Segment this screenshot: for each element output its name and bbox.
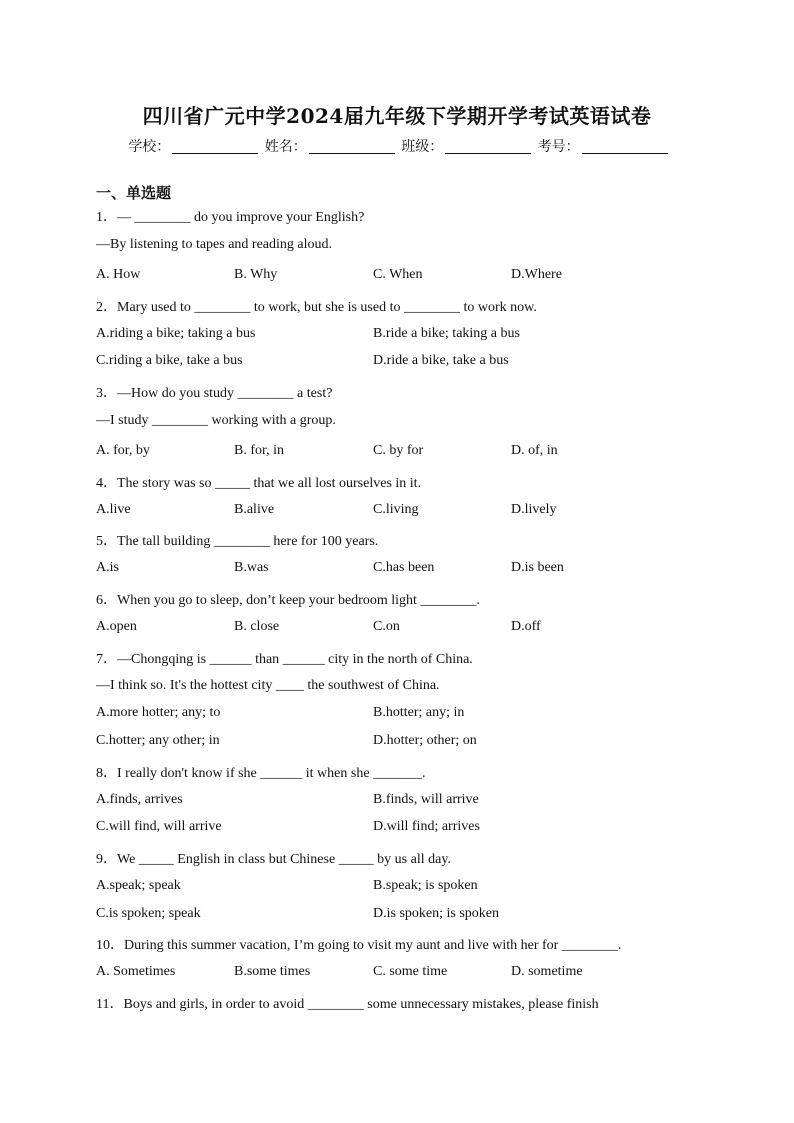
q9-stem: 9．We _____ English in class but Chinese _____ by us all day. (96, 852, 451, 867)
school-label: 学校： (128, 139, 171, 155)
q8-option-b[interactable]: B.finds, will arrive (373, 792, 479, 807)
q4-option-d[interactable]: D.lively (511, 502, 557, 517)
q4-stem: 4．The story was so _____ that we all lost ourselves in it. (96, 476, 422, 491)
q3-option-a[interactable]: A. for, by (96, 443, 150, 458)
q3-option-d[interactable]: D. of, in (511, 443, 558, 458)
q7-option-a[interactable]: A.more hotter; any; to (96, 705, 221, 720)
q1-option-b[interactable]: B. Why (234, 267, 278, 282)
q3-stem: 3．—How do you study ________ a test? (96, 386, 333, 401)
q7-option-d[interactable]: D.hotter; other; on (373, 733, 477, 748)
class-blank[interactable] (445, 139, 531, 154)
q2-option-d[interactable]: D.ride a bike, take a bus (373, 353, 509, 368)
q5-option-d[interactable]: D.is been (511, 560, 564, 575)
number-blank[interactable] (582, 139, 668, 154)
q5-option-c[interactable]: C.has been (373, 560, 435, 575)
school-blank[interactable] (172, 139, 258, 154)
q10-stem: 10．During this summer vacation, I’m going to visit my aunt and live with her for ________. (96, 938, 622, 953)
q4-option-a[interactable]: A.live (96, 502, 131, 517)
q3-line2: —I study ________ working with a group. (96, 413, 336, 428)
name-blank[interactable] (309, 139, 395, 154)
q5-option-a[interactable]: A.is (96, 560, 119, 575)
q6-option-a[interactable]: A.open (96, 619, 137, 634)
q1-option-c[interactable]: C. When (373, 267, 423, 282)
q2-option-a[interactable]: A.riding a bike; taking a bus (96, 326, 256, 341)
q10-option-b[interactable]: B.some times (234, 964, 311, 979)
q5-option-b[interactable]: B.was (234, 560, 269, 575)
q8-option-d[interactable]: D.will find; arrives (373, 819, 480, 834)
q4-option-b[interactable]: B.alive (234, 502, 275, 517)
q8-option-c[interactable]: C.will find, will arrive (96, 819, 222, 834)
q6-option-d[interactable]: D.off (511, 619, 541, 634)
q8-stem: 8．I really don't know if she ______ it when she _______. (96, 766, 426, 781)
exam-title: 四川省广元中学2024届九年级下学期开学考试英语试卷 (142, 104, 652, 128)
q7-stem: 7．—Chongqing is ______ than ______ city in the north of China. (96, 652, 473, 667)
q3-option-c[interactable]: C. by for (373, 443, 424, 458)
q1-line2: —By listening to tapes and reading aloud. (96, 237, 333, 252)
q9-option-b[interactable]: B.speak; is spoken (373, 878, 478, 893)
q2-option-c[interactable]: C.riding a bike, take a bus (96, 353, 243, 368)
q1-option-d[interactable]: D.Where (511, 267, 562, 282)
q5-stem: 5．The tall building ________ here for 100 years. (96, 534, 379, 549)
q9-option-d[interactable]: D.is spoken; is spoken (373, 906, 499, 921)
section-heading: 一、单选题 (96, 184, 172, 202)
q7-option-b[interactable]: B.hotter; any; in (373, 705, 465, 720)
q1-option-a[interactable]: A. How (96, 267, 141, 282)
q2-stem: 2．Mary used to ________ to work, but she is used to ________ to work now. (96, 300, 537, 315)
q10-option-c[interactable]: C. some time (373, 964, 448, 979)
q10-option-a[interactable]: A. Sometimes (96, 964, 176, 979)
q2-option-b[interactable]: B.ride a bike; taking a bus (373, 326, 520, 341)
q9-option-a[interactable]: A.speak; speak (96, 878, 181, 893)
q11-stem: 11．Boys and girls, in order to avoid ________ some unnecessary mistakes, please finish (96, 997, 599, 1012)
q7-option-c[interactable]: C.hotter; any other; in (96, 733, 220, 748)
q10-option-d[interactable]: D. sometime (511, 964, 583, 979)
q4-option-c[interactable]: C.living (373, 502, 419, 517)
number-label: 考号： (537, 139, 580, 155)
q6-option-c[interactable]: C.on (373, 619, 400, 634)
q9-option-c[interactable]: C.is spoken; speak (96, 906, 201, 921)
student-info-line (0, 136, 794, 156)
q1-stem: 1．— ________ do you improve your English? (96, 210, 365, 225)
q3-option-b[interactable]: B. for, in (234, 443, 284, 458)
q6-stem: 6．When you go to sleep, don’t keep your bedroom light ________. (96, 593, 480, 608)
class-label: 班级： (401, 139, 444, 155)
q6-option-b[interactable]: B. close (234, 619, 280, 634)
name-label: 姓名： (264, 139, 307, 155)
q7-line2: —I think so. It's the hottest city ____ the southwest of China. (96, 678, 440, 693)
q8-option-a[interactable]: A.finds, arrives (96, 792, 183, 807)
